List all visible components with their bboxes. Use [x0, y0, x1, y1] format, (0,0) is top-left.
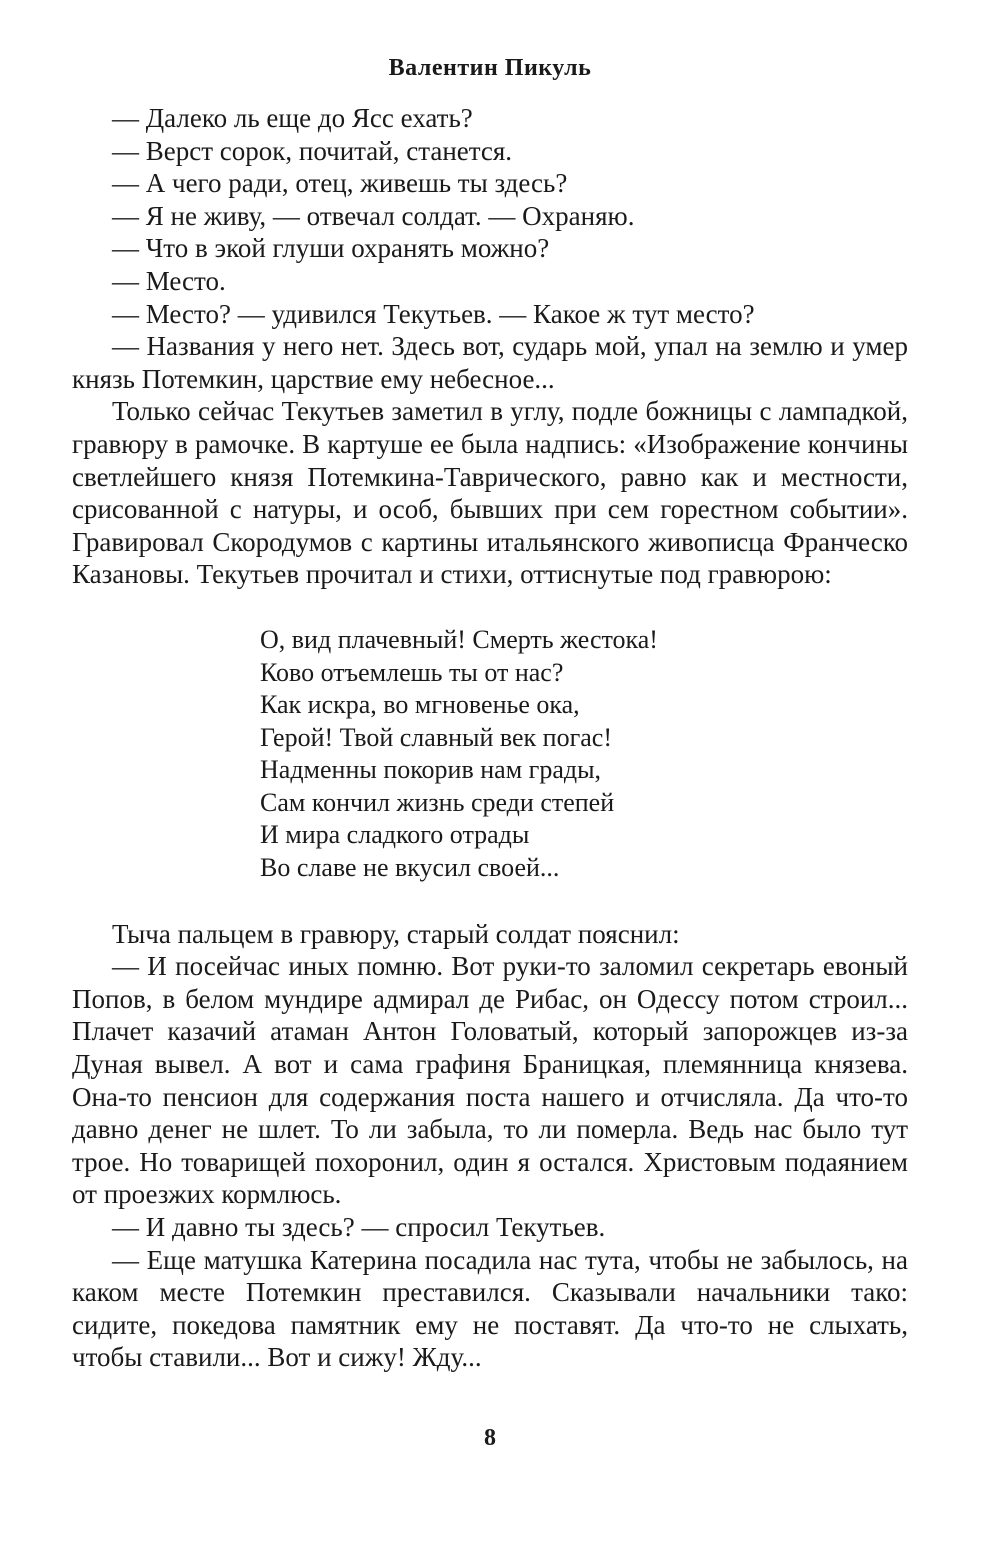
- paragraph: — Далеко ль еще до Ясс ехать?: [112, 103, 473, 133]
- page-number: 8: [484, 1425, 496, 1451]
- running-header: Валентин Пикуль: [388, 55, 592, 81]
- poem-line: Во славе не вкусил своей...: [260, 853, 560, 883]
- paragraph: — Еще матушка Катерина посадила нас тута, чтобы не забылось, на каком месте Потемкин преставился. Сказывали начальники тако: сидите, покедова памятник ему не поставят. Да что-то не слыхать, чтобы ставили... Вот и сижу! Жду...: [72, 1244, 908, 1373]
- paragraph: — Верст сорок, почитай, станется.: [112, 135, 513, 166]
- paragraph: — Место? — удивился Текутьев. — Какое ж тут место?: [112, 298, 755, 329]
- poem: [72, 624, 908, 885]
- paragraph: — Названия у него нет. Здесь вот, сударь мой, упал на землю и умер князь Потемкин, царствие ему небесное...: [72, 331, 908, 394]
- poem-line: Ково отъемлешь ты от нас?: [260, 657, 564, 687]
- poem-line: Надменны покорив нам грады,: [260, 755, 602, 785]
- paragraph: — И давно ты здесь? — спросил Текутьев.: [112, 1212, 606, 1242]
- paragraph: — Место.: [112, 265, 226, 296]
- body-text: [72, 102, 908, 1374]
- paragraph: Только сейчас Текутьев заметил в углу, подле божницы с лампадкой, гравюру в рамочке. В картуше ее была надпись: «Изображение кончины светлейшего князя Потемкина-Таврического, равно как и местности, срисованной с натуры, и особ, бывших при сем горестном событии». Гравировал Скородумов с картины итальянского живописца Франческо Казановы. Текутьев прочитал и стихи, оттиснутые под гравюрою:: [72, 396, 908, 590]
- book-page: [72, 0, 908, 1544]
- poem-line: Сам кончил жизнь среди степей: [260, 787, 615, 817]
- paragraph: — А чего ради, отец, живешь ты здесь?: [112, 168, 568, 199]
- poem-line: Как искра, во мгновенье ока,: [260, 690, 580, 720]
- paragraph: — Что в экой глуши охранять можно?: [112, 233, 550, 264]
- paragraph: Тыча пальцем в гравюру, старый солдат пояснил:: [112, 918, 680, 949]
- paragraph: — Я не живу, — отвечал солдат. — Охраняю.: [112, 200, 635, 231]
- poem-line: И мира сладкого отрады: [260, 820, 530, 850]
- paragraph: — И посейчас иных помню. Вот руки-то заломил секретарь евоный Попов, в белом мундире адмирал де Рибас, он Одессу потом строил... Плачет казачий атаман Антон Головатый, который запорожцев из-за Дуная вывел. А вот и сама графиня Браницкая, племянница князева. Она-то пенсион для содержания поста нашего и отчисляла. Да что-то давно денег не шлет. То ли забыла, то ли померла. Ведь нас было тут трое. Но товарищей похоронил, один я остался. Христовым подаянием от проезжих кормлюсь.: [72, 951, 908, 1210]
- poem-line: О, вид плачевный! Смерть жестока!: [260, 624, 658, 654]
- poem-line: Герой! Твой славный век погас!: [260, 722, 613, 752]
